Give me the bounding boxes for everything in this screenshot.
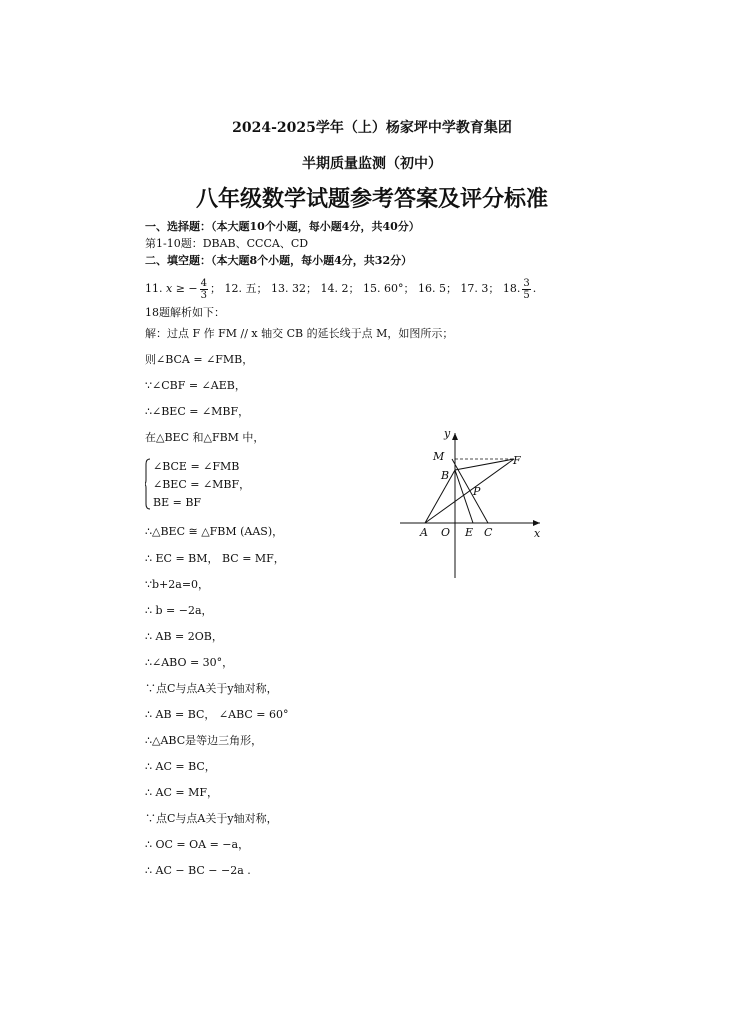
solution-line: ∴ AC − BC − −2a . <box>145 864 251 877</box>
solution-line: ∠BEC = ∠MBF， <box>153 478 251 491</box>
label-E: E <box>465 526 474 539</box>
solution-line: ∵∠CBF = ∠AEB， <box>145 379 246 392</box>
q11-denominator: 3 <box>200 289 208 301</box>
label-P: P <box>473 485 481 498</box>
solution-line: 解：过点 F 作 FM // x 轴交 CB 的延长线于点 M，如图所示； <box>145 327 454 340</box>
solution-line: ∠BCE = ∠FMB <box>153 460 240 473</box>
solution-line: 则∠BCA = ∠FMB， <box>145 353 254 366</box>
answers-12-to-18: ； 12. 五； 13. 32； 14. 2； 15. 60°； 16. 5； 17. 3； 18. <box>210 282 521 295</box>
q18-numerator: 3 <box>523 277 530 289</box>
header-line-1: 2024-2025学年（上）杨家坪中学教育集团 <box>232 120 512 136</box>
q11-fraction <box>200 278 208 301</box>
label-C: C <box>484 526 493 539</box>
q11-numerator: 4 <box>200 277 208 289</box>
solution-line: BE = BF <box>153 496 202 509</box>
label-B: B <box>441 469 450 482</box>
section-2-heading: 二、填空题：（本大题8个小题，每小题4分，共32分） <box>145 254 413 267</box>
solution-line: ∴△BEC ≅ △FBM (AAS)， <box>145 525 284 538</box>
solution-line: ∴∠BEC = ∠MBF， <box>145 405 250 418</box>
label-A: A <box>420 526 428 539</box>
label-y: y <box>444 427 451 440</box>
solution-line: ∴∠ABO = 30°， <box>145 656 234 669</box>
system-brace <box>145 458 151 510</box>
section-1-answers: 第1-10题：DBAB、CCCA、CD <box>145 237 309 250</box>
segment-AB <box>425 470 455 523</box>
label-x: x <box>534 527 541 540</box>
section-1-heading: 一、选择题：（本大题10个小题，每小题4分，共40分） <box>145 220 420 233</box>
solution-line: ∵点C与点A关于y轴对称， <box>145 812 278 825</box>
label-M: M <box>433 450 445 463</box>
q18-end: . <box>532 282 537 295</box>
solution-line: ∵b+2a=0， <box>145 578 210 591</box>
q18-fraction <box>522 278 530 301</box>
solution-line: ∴△ABC是等边三角形， <box>145 734 263 747</box>
solution-line: ∵点C与点A关于y轴对称， <box>145 682 278 695</box>
q11-expression: x ≥ − <box>166 282 198 295</box>
geometry-figure <box>396 425 546 580</box>
fill-in-answers <box>145 276 536 302</box>
solution-line: 在△BEC 和△FBM 中， <box>145 431 265 444</box>
solution-line: ∴ AB = 2OB， <box>145 630 223 643</box>
solution-intro: 18题解析如下： <box>145 306 225 319</box>
solution-line: ∴ AB = BC， ∠ABC = 60° <box>145 708 289 721</box>
q18-denominator: 5 <box>523 289 530 301</box>
solution-line: ∴ AC = MF， <box>145 786 218 799</box>
solution-line: ∴ EC = BM， BC = MF， <box>145 552 285 565</box>
solution-line: ∴ b = −2a， <box>145 604 213 617</box>
solution-line: ∴ OC = OA = −a， <box>145 838 250 851</box>
label-F: F <box>513 454 521 467</box>
segment-BE <box>455 470 473 523</box>
solution-line: ∴ AC = BC， <box>145 760 216 773</box>
label-O: O <box>441 526 451 539</box>
q11-number: 11. <box>145 282 163 295</box>
segment-BF <box>455 459 514 470</box>
page-title: 八年级数学试题参考答案及评分标准 <box>195 186 548 212</box>
header-line-2: 半期质量监测（初中） <box>302 156 442 172</box>
